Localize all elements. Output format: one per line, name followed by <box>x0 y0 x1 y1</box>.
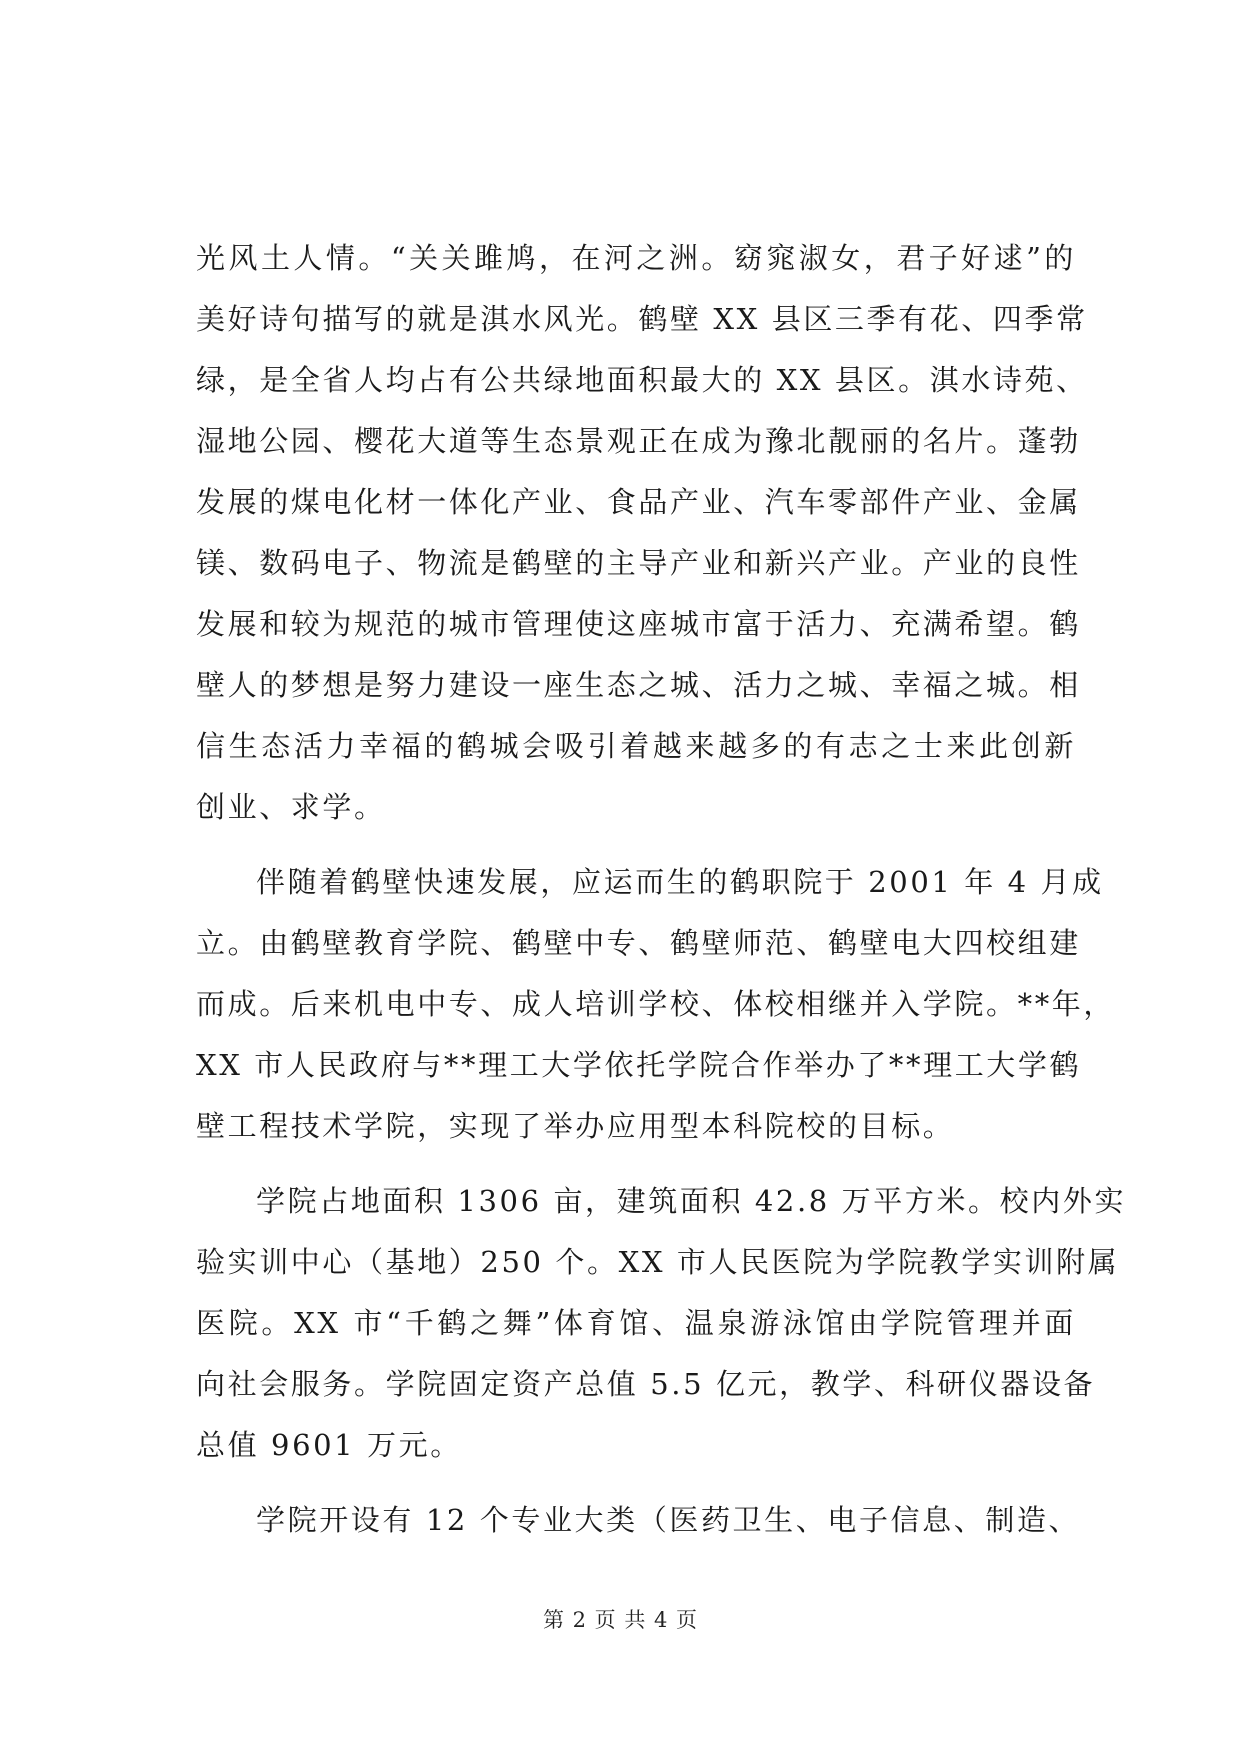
paragraph-2-line-5: 壁工程技术学院，实现了举办应用型本科院校的目标。 <box>196 1109 955 1143</box>
paragraph-1-line-5: 发展的煤电化材一体化产业、食品产业、汽车零部件产业、金属 <box>196 485 1081 519</box>
paragraph-1-line-1: 光风土人情。“关关雎鸠，在河之洲。窈窕淑女，君子好逑”的 <box>196 241 1076 275</box>
paragraph-1-line-7: 发展和较为规范的城市管理使这座城市富于活力、充满希望。鹤 <box>196 607 1081 641</box>
paragraph-1-line-3: 绿，是全省人均占有公共绿地面积最大的 XX 县区。淇水诗苑、 <box>196 363 1088 397</box>
paragraph-3-line-4: 向社会服务。学院固定资产总值 5.5 亿元，教学、科研仪器设备 <box>196 1367 1096 1401</box>
paragraph-1-line-10: 创业、求学。 <box>196 790 386 824</box>
paragraph-gap <box>196 838 1076 852</box>
paragraph-1-line-8: 壁人的梦想是努力建设一座生态之城、活力之城、幸福之城。相 <box>196 668 1081 702</box>
paragraph-3-line-5: 总值 9601 万元。 <box>196 1428 462 1462</box>
paragraph-4-line-1: 学院开设有 12 个专业大类（医药卫生、电子信息、制造、 <box>256 1503 1081 1537</box>
paragraph-2-line-2: 立。由鹤壁教育学院、鹤壁中专、鹤壁师范、鹤壁电大四校组建 <box>196 926 1081 960</box>
paragraph-1-line-4: 湿地公园、樱花大道等生态景观正在成为豫北靓丽的名片。蓬勃 <box>196 424 1081 458</box>
paragraph-2-line-1: 伴随着鹤壁快速发展，应运而生的鹤职院于 2001 年 4 月成 <box>256 865 1104 899</box>
paragraph-gap <box>196 1157 1076 1171</box>
paragraph-2-line-4: XX 市人民政府与**理工大学依托学院合作举办了**理工大学鹤 <box>196 1048 1082 1082</box>
body-text <box>196 228 1127 1551</box>
page-footer <box>0 1604 1241 1634</box>
paragraph-1-line-9: 信生态活力幸福的鹤城会吸引着越来越多的有志之士来此创新 <box>196 729 1076 763</box>
paragraph-3-line-1: 学院占地面积 1306 亩，建筑面积 42.8 万平方米。校内外实 <box>256 1184 1127 1218</box>
paragraph-2-line-3: 而成。后来机电中专、成人培训学校、体校相继并入学院。**年， <box>196 987 1116 1021</box>
page-number-label: 第 2 页 共 4 页 <box>542 1608 699 1632</box>
paragraph-3-line-2: 验实训中心（基地）250 个。XX 市人民医院为学院教学实训附属 <box>196 1245 1120 1279</box>
paragraph-gap <box>196 1476 1076 1490</box>
paragraph-1-line-6: 镁、数码电子、物流是鹤壁的主导产业和新兴产业。产业的良性 <box>196 546 1081 580</box>
paragraph-1-line-2: 美好诗句描写的就是淇水风光。鹤壁 XX 县区三季有花、四季常 <box>196 302 1088 336</box>
paragraph-3-line-3: 医院。XX 市“千鹤之舞”体育馆、温泉游泳馆由学院管理并面 <box>196 1306 1076 1340</box>
